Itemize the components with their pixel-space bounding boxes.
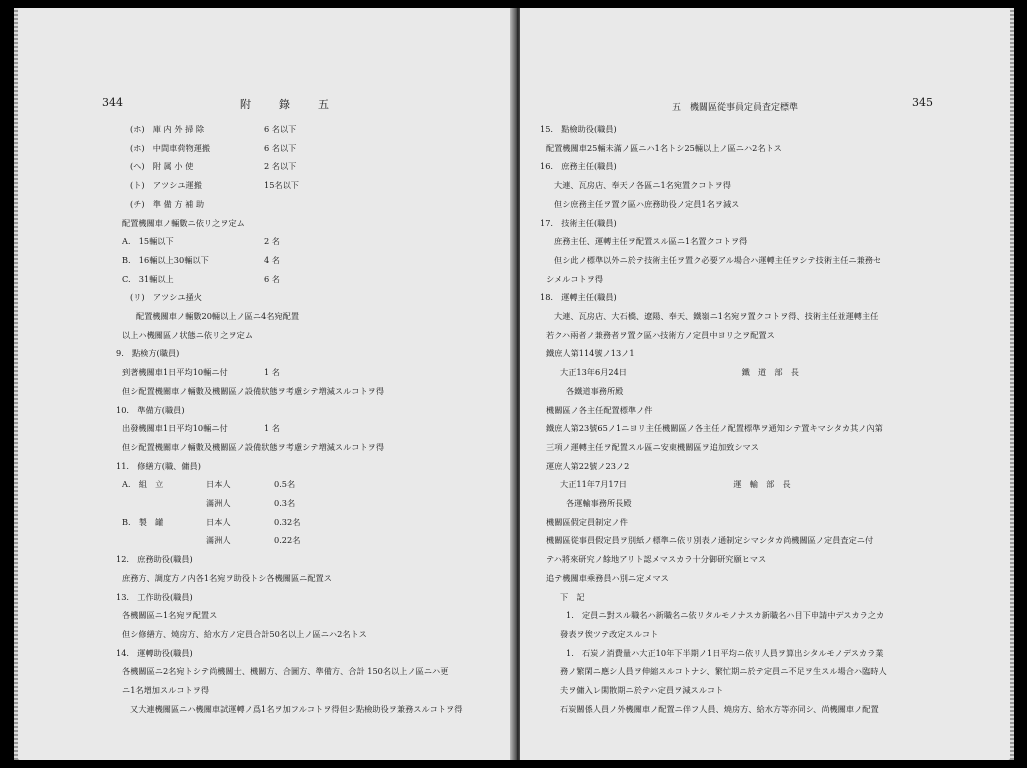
left-line: (ホ) 中間車荷物運搬 [130,142,211,153]
right-line: 運庶人第22號ノ23ノ2 [546,460,630,471]
right-line: 發表ヲ俟ツテ改定スルコト [560,628,659,639]
right-line: 大連、瓦房店、大石橋、遼陽、奉天、鐵嶺ニ1名宛ヲ置クコトヲ得、技術主任並運轉主任 [554,311,879,321]
left-line-value: 日本人 [206,516,231,527]
right-line: 18. 運轉主任(職員) [540,292,617,303]
right-line: 庶務主任、運轉主任ヲ配置スル區ニ1名置クコトヲ得 [554,236,748,247]
left-line: (ホ) 庫 内 外 掃 除 [130,124,205,134]
left-line-value: 2 名 [264,236,280,247]
right-line: 石炭關係人員ノ外機關車ノ配置ニ伴フ人員、燒房方、給水方等亦同シ、尚機關車ノ配置 [560,703,879,714]
right-line: 大正11年7月17日 運 輸 部 長 [560,479,791,490]
right-page-header: 五 機關區從事員定員査定標準 [672,103,799,113]
left-line: 但シ配置機關車ノ輛數及機關區ノ設備狀態ヲ考慮シテ増減スルコトヲ得 [122,441,385,452]
right-line: 三項ノ運轉主任ヲ配置スル區ニ安東機關區ヲ追加致シマス [546,441,759,452]
right-line: 1. 定員ニ對スル職名ハ新職名ニ依リタルモノナスカ新職名ハ目下申請中デスカラ之カ [566,610,885,621]
right-line: 15. 點檢助役(職員) [540,124,617,134]
left-line: ニ1名增加スルコトヲ得 [122,685,210,695]
right-page [520,8,1010,760]
left-line: 但シ修繕方、燒房方、給水方ノ定員合計50名以上ノ區ニハ2名トス [122,628,367,639]
left-line: 13. 工作助役(職員) [116,591,193,602]
left-line: 配置機關車ノ輛數20輛以上ノ區ニ4名宛配置 [136,311,300,321]
left-line: 14. 運轉助役(職員) [116,647,193,658]
right-line: 下 記 [560,591,585,602]
left-line: A. 組 立 [122,479,164,490]
left-line: 配置機關車ノ輛數ニ依リ之ヲ定ム [122,217,245,228]
right-line: 機關區假定員制定ノ件 [546,516,628,527]
left-line-value: 6 名以下 [264,142,297,153]
right-line: 鐵庶人第23號65ノ1ニヨリ主任機關區ノ各主任ノ配置標準ヲ通知シテ置キマシタカ其ノ內第 [546,423,883,434]
right-line: 若クハ兩者ノ兼務者ヲ置ク區ハ技術方ノ定員中ヨリ之ヲ配置ス [546,329,775,340]
left-line: C. 31輛以上 [122,273,174,284]
right-line: 但シ此ノ標準以外ニ於テ技術主任ヲ置ク必要アル場合ハ運轉主任ヲシテ技術主任ニ兼務セ [554,254,882,265]
left-line: 又大連機關區ニハ機關車試運轉ノ爲1名ヲ加フルコトヲ得但シ點檢助役ヲ兼務スルコトヲ得 [130,703,463,714]
left-line-amount: 0.22名 [274,535,301,546]
left-line: (チ) 準 備 方 補 助 [130,198,205,209]
right-line: 配置機關車25輛未滿ノ區ニハ1名トシ25輛以上ノ區ニハ2名トス [546,142,782,153]
right-line: 17. 技術主任(職員) [540,217,617,228]
left-page [18,8,513,760]
right-line: シメルコトヲ得 [546,273,604,284]
right-line: 追テ機關車乘務員ハ別ニ定メマス [546,572,669,583]
left-line: (リ) アツシユ掻火 [130,292,202,303]
left-line-value: 6 名以下 [264,124,297,134]
left-line: 到著機關車1日平均10輛ニ付 [122,367,228,378]
right-line: 1. 石炭ノ消費量ハ大正10年下半期ノ1日平均ニ依リ人員ヲ算出シタルモノデスカラ業 [566,647,884,658]
left-line-amount: 0.3名 [274,498,296,508]
right-line: 機關區ノ各主任配置標準ノ件 [546,404,653,415]
left-line: 9. 點検方(職員) [116,348,180,359]
left-line-value: 滿洲人 [206,535,231,546]
left-line-amount: 0.32名 [274,516,301,527]
left-line-value: 2 名以下 [264,161,297,172]
left-line: 11. 修繕方(職、傭員) [116,460,201,471]
left-line: 但シ配置機關車ノ輛數及機關區ノ設備狀態ヲ考慮シテ増減スルコトヲ得 [122,385,385,396]
left-line-value: 6 名 [264,273,280,284]
left-line-value: 1 名 [264,367,280,378]
left-line-value: 日本人 [206,479,231,490]
right-page-number: 345 [912,96,933,109]
right-line: テハ將來研究ノ餘地アリト認メマスカラ十分御研究願ヒマス [546,554,767,565]
left-page-header: 附 錄 五 [240,98,331,111]
left-line: B. 16輛以上30輛以下 [122,254,209,265]
right-line: 大正13年6月24日 鐵 道 部 長 [560,367,799,378]
left-page-number: 344 [102,96,123,109]
left-line-value: 15名以下 [264,180,299,191]
left-line: 各機關區ニ1名宛ヲ配置ス [122,610,218,621]
right-line: 大連、瓦房店、奉天ノ各區ニ1名宛置クコトヲ得 [554,180,731,191]
left-line: 10. 準備方(職員) [116,404,185,415]
right-line: 務ノ繁閑ニ應シ人員ヲ伸縮スルコトナシ、繁忙期ニ於テ定員ニ不足ヲ生スル場合ハ臨時人 [560,666,887,677]
left-line-value: 滿洲人 [206,498,231,508]
left-line: 出發機關車1日平均10輛ニ付 [122,423,228,434]
left-line: A. 15輛以下 [122,236,174,247]
left-line-amount: 0.5名 [274,479,296,490]
left-line: 各機關區ニ2名宛トシテ尚機關士、機關方、合圖方、準備方、合計 150名以上ノ區ニハ更 [122,666,449,677]
right-line: 16. 庶務主任(職員) [540,161,617,172]
left-line: 12. 庶務助役(職員) [116,554,193,565]
left-line: (ヘ) 附 属 小 使 [130,161,194,172]
left-line: 以上ハ機關區ノ状態ニ依リ之ヲ定ム [122,329,254,340]
right-line: 各運輸事務所長殿 [566,498,632,508]
left-line: (ト) アツシユ運搬 [130,180,202,191]
left-line-value: 1 名 [264,423,280,434]
left-line: B. 製 罐 [122,516,164,527]
right-line: 鐵庶人第114號ノ13ノ1 [546,348,635,359]
right-line: 各鐵道事務所殿 [566,385,624,396]
left-line-value: 4 名 [264,254,280,265]
right-line: 機關區從事員假定員ヲ別紙ノ標準ニ依リ別表ノ通制定シマシタカ尚機關區ノ定員査定ニ付 [546,535,874,546]
right-line: 但シ庶務主任ヲ置ク區ハ庶務助役ノ定員1名ヲ減ス [554,198,740,209]
right-line: 夫ヲ傭入レ閑散期ニ於テハ定員ヲ減スルコト [560,685,724,695]
left-line: 庶務方、調度方ノ内各1名宛ヲ助役トシ各機關區ニ配置ス [122,572,332,583]
